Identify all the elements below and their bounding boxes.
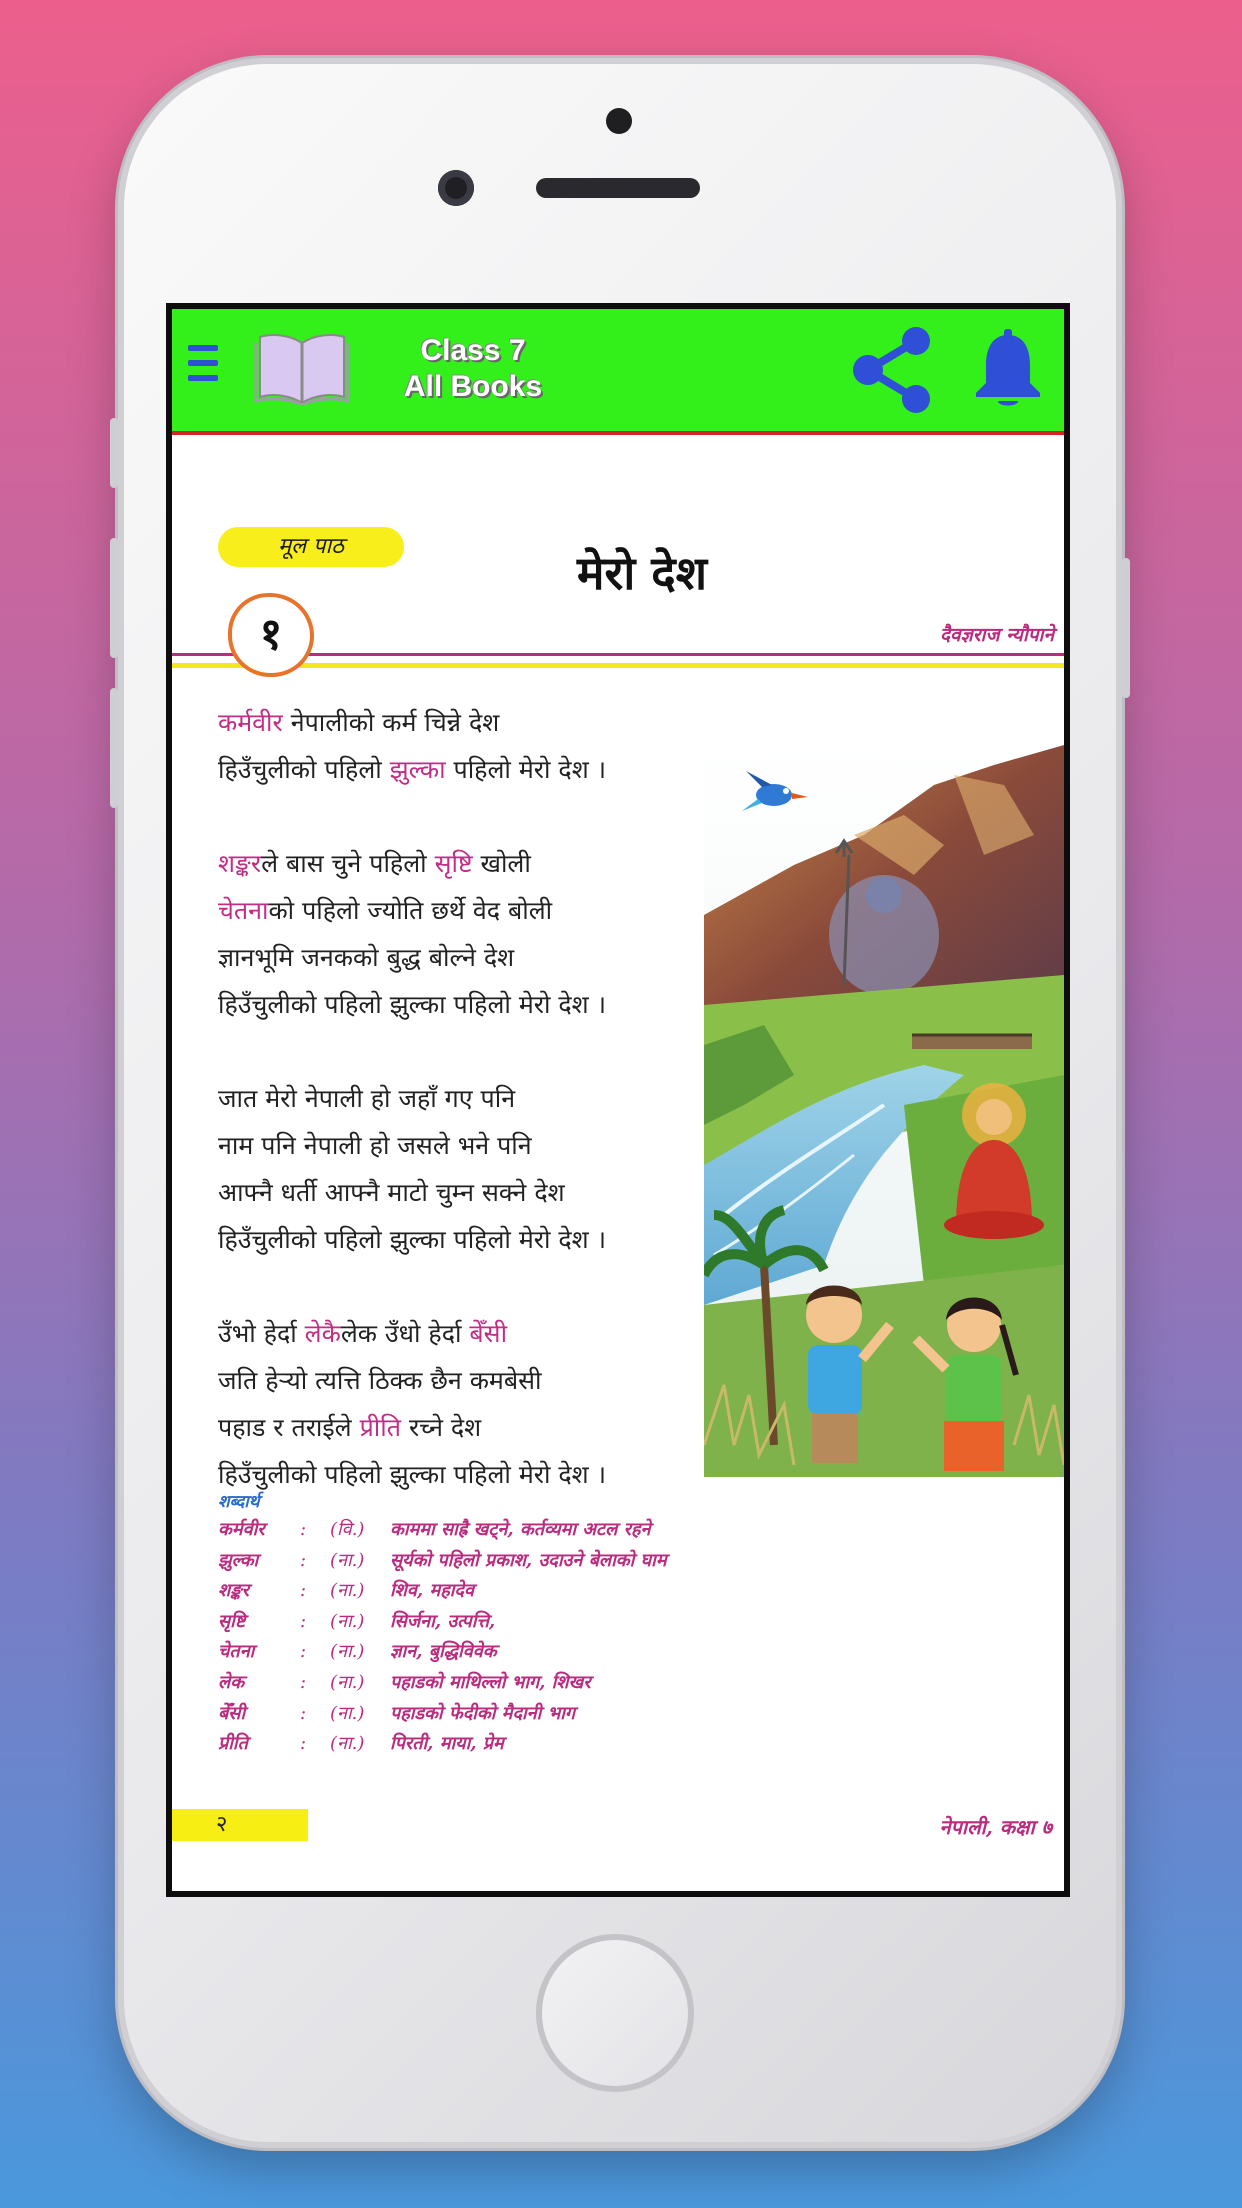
poem-title: मेरो देश <box>577 546 707 600</box>
highlight-word: कर्मवीर <box>218 708 283 737</box>
highlight-word: चेतना <box>218 896 269 925</box>
glossary-row: सृष्टि : (ना.) सिर्जना, उत्पत्ति, <box>218 1607 818 1638</box>
home-button[interactable] <box>536 1934 694 2092</box>
poem-line-text: रच्ने देश <box>401 1413 482 1442</box>
glossary-row: प्रीति : (ना.) पिरती, माया, प्रेम <box>218 1729 818 1760</box>
poem-line-text: ले बास चुने पहिलो <box>261 849 435 878</box>
earpiece-speaker <box>536 178 700 198</box>
volume-up-button <box>110 538 118 658</box>
poem-line: हिउँचुलीको पहिलो झुल्का पहिलो मेरो देश । <box>218 1460 607 1489</box>
glossary-row: कर्मवीर : (वि.) काममा साह्रै खट्ने, कर्तव्यमा अटल रहने <box>218 1515 818 1546</box>
glossary-term: सृष्टि <box>218 1610 246 1632</box>
glossary-term: शङ्कर <box>218 1580 249 1602</box>
lesson-tag: मूल पाठ <box>218 527 404 567</box>
glossary-title: शब्दार्थ <box>218 1492 260 1512</box>
glossary-pos: (ना.) <box>330 1733 365 1755</box>
glossary-pos: (ना.) <box>330 1641 365 1663</box>
glossary-row: लेक : (ना.) पहाडको माथिल्लो भाग, शिखर <box>218 1668 818 1699</box>
landscape-illustration <box>704 745 1064 1477</box>
glossary-pos: (ना.) <box>330 1549 365 1571</box>
poem-line-text: खोली <box>472 849 531 878</box>
highlight-word: लेकै <box>304 1319 341 1348</box>
glossary-definition: पहाडको फेदीको मैदानी भाग <box>390 1702 576 1724</box>
book-page <box>172 435 1064 1891</box>
poem-line <box>218 840 738 887</box>
glossary-definition: शिव, महादेव <box>390 1580 474 1602</box>
glossary-term: झुल्का <box>218 1549 259 1571</box>
mute-switch <box>110 418 118 488</box>
poem-line-text: लेक उँधो हेर्दा <box>340 1319 470 1348</box>
glossary-definition: ज्ञान, बुद्धिविवेक <box>390 1641 497 1663</box>
poem-line <box>218 1404 738 1451</box>
glossary-row: झुल्का : (ना.) सूर्यको पहिलो प्रकाश, उदाउने बेलाको घाम <box>218 1546 818 1577</box>
poem-line: जति हेऱ्यो त्यत्ति ठिक्क छैन कमबेसी <box>218 1366 542 1395</box>
glossary-pos: (ना.) <box>330 1580 365 1602</box>
author-name: दैवज्ञराज न्यौपाने <box>939 624 1054 646</box>
poem-line: नाम पनि नेपाली हो जसले भने पनि <box>218 1131 532 1160</box>
app-bar <box>172 309 1064 435</box>
proximity-sensor <box>606 108 632 134</box>
highlight-word: प्रीति <box>359 1413 402 1442</box>
glossary-term: कर्मवीर <box>218 1519 265 1540</box>
app-title-line2: All Books <box>403 370 543 403</box>
poem-line: हिउँचुलीको पहिलो झुल्का पहिलो मेरो देश । <box>218 1225 607 1254</box>
volume-down-button <box>110 688 118 808</box>
poem-line-text: हिउँचुलीको पहिलो <box>218 755 390 784</box>
glossary-definition: पहाडको माथिल्लो भाग, शिखर <box>390 1671 591 1693</box>
app-title <box>368 333 578 405</box>
glossary-term: चेतना <box>218 1641 255 1663</box>
poem-line <box>218 746 738 793</box>
book-footer: नेपाली, कक्षा ७ <box>939 1815 1052 1839</box>
poem-line <box>218 1310 738 1357</box>
poem-text <box>218 699 738 1498</box>
app-title-line1: Class 7 <box>420 334 526 367</box>
poem-line: जात मेरो नेपाली हो जहाँ गए पनि <box>218 1084 516 1113</box>
poem-line-text: को पहिलो ज्योति छर्थे वेद बोली <box>268 896 553 925</box>
glossary-row: बेँसी : (ना.) पहाडको फेदीको मैदानी भाग <box>218 1699 818 1730</box>
highlight-word: शङ्कर <box>218 849 262 878</box>
poem-line: हिउँचुलीको पहिलो झुल्का पहिलो मेरो देश । <box>218 990 607 1019</box>
glossary-term: प्रीति <box>218 1733 248 1755</box>
share-icon[interactable] <box>848 325 938 415</box>
highlight-word: सृष्टि <box>434 849 473 878</box>
highlight-word: झुल्का <box>389 755 446 784</box>
glossary-pos: (ना.) <box>330 1702 365 1724</box>
poem-line-text: पहिलो मेरो देश । <box>445 755 607 784</box>
glossary-pos: (ना.) <box>330 1610 365 1632</box>
poem-line: ज्ञानभूमि जनकको बुद्ध बोल्ने देश <box>218 943 515 972</box>
poem-line <box>218 887 738 934</box>
glossary <box>218 1489 818 1760</box>
lesson-number-badge <box>228 593 314 677</box>
bell-icon[interactable] <box>972 327 1044 411</box>
app-screen <box>166 303 1070 1897</box>
glossary-definition: काममा साह्रै खट्ने, कर्तव्यमा अटल रहने <box>390 1519 651 1540</box>
poem-line: आफ्नै धर्ती आफ्नै माटो चुम्न सक्ने देश <box>218 1178 565 1207</box>
lesson-number: १ <box>259 609 283 660</box>
glossary-definition: पिरती, माया, प्रेम <box>390 1733 504 1755</box>
glossary-row: शङ्कर : (ना.) शिव, महादेव <box>218 1576 818 1607</box>
glossary-term: लेक <box>218 1671 245 1693</box>
highlight-word: बेँसी <box>469 1319 508 1348</box>
glossary-definition: सूर्यको पहिलो प्रकाश, उदाउने बेलाको घाम <box>390 1549 667 1571</box>
glossary-definition: सिर्जना, उत्पत्ति, <box>390 1610 496 1632</box>
menu-icon[interactable] <box>188 345 218 397</box>
glossary-term: बेँसी <box>218 1702 246 1724</box>
poem-line <box>218 699 738 746</box>
page-number: २ <box>216 1812 228 1837</box>
poem-line-text: पहाड र तराईले <box>218 1413 360 1442</box>
power-button <box>1122 558 1130 698</box>
poem-line-text: नेपालीको कर्म चिन्ने देश <box>282 708 500 737</box>
poem-line-text: उँभो हेर्दा <box>218 1319 305 1348</box>
glossary-pos: (ना.) <box>330 1671 365 1693</box>
glossary-pos: (वि.) <box>330 1519 365 1540</box>
glossary-row: चेतना : (ना.) ज्ञान, बुद्धिविवेक <box>218 1637 818 1668</box>
front-camera <box>438 170 474 206</box>
bird-illustration <box>738 765 810 827</box>
book-icon <box>254 329 350 405</box>
page-number-highlight <box>172 1809 308 1841</box>
